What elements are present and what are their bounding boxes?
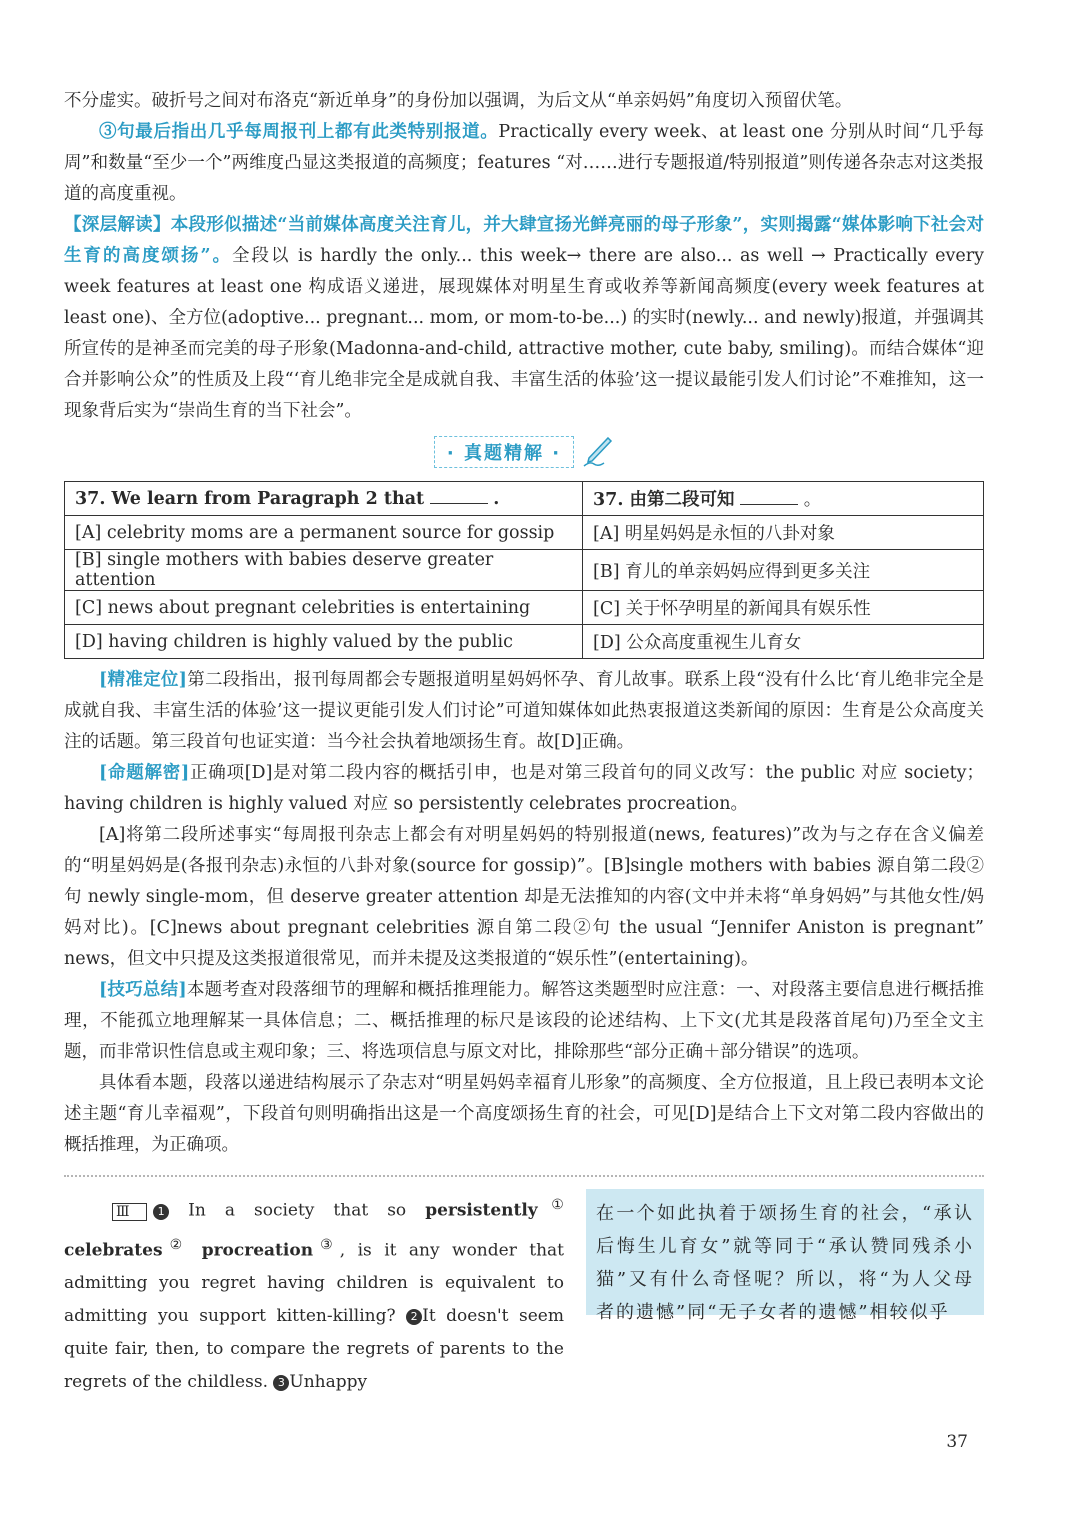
table-row — [65, 482, 984, 516]
option-a-en: [A] celebrity moms are a permanent source for gossip — [65, 516, 583, 550]
divider — [64, 1175, 984, 1177]
table-row — [65, 550, 984, 591]
question-table — [64, 481, 984, 659]
highlight-sentence: ③句最后指出几乎每周报刊上都有此类特别报道。 — [99, 122, 499, 142]
analysis-distractors: [A]将第二段所述事实“每周报刊杂志上都会有对明星妈妈的特别报道(news, features)”改为与之存在含义偏差的“明星妈妈是(各报刊杂志)永恒的八卦对象(source for gossip)”。[B]single mothers with babies 源自第二段②句 newly single-mom，但 deserve greater attention 却是无法推知的内容(文中并未将“单身妈妈”与其他女性/妈妈对比)。[C]news about pregnant celebrities 源自第二段②句 the usual “Jennifer Aniston is pregnant” news，但文中只提及这类报道很常见，而并未提及这类报道的“娱乐性”(entertaining)。 — [64, 825, 984, 969]
option-a-cn: [A] 明星妈妈是永恒的八卦对象 — [583, 516, 984, 550]
page-body — [64, 86, 984, 1399]
paragraph-1: 不分虚实。破折号之间对布洛克“新近单身”的身份加以强调，为后文从“单亲妈妈”角度切入预留伏笔。 — [64, 91, 853, 111]
passage-english — [64, 1189, 564, 1399]
analysis-text: 本题考查对段落细节的理解和概括推理能力。解答这类题型时应注意：一、对段落主要信息进行概括推理，不能孤立地理解某一具体信息；二、概括推理的标尺是该段的论述结构、上下文(尤其是段落首尾句)乃至全文主题，而非常识性信息或主观印象；三、将选项信息与原文对比，排除那些“部分正确＋部分错误”的选项。 — [64, 980, 984, 1062]
sentence-text: It doesn't seem quite fair, then, to compare the regrets of parents to the regrets of the childless. — [64, 1306, 564, 1393]
deep-analysis — [64, 210, 984, 427]
section-title: · 真题精解 · — [434, 436, 574, 468]
paragraph-2-text: Practically every week、at least one 分别从时间“几乎每周”和数量“至少一个”两维度凸显这类报道的高频度；features “对……进行专题报道/特别报道”则传递各杂志对这类报道的高度重视。 — [64, 122, 985, 204]
footnote-mark: ① — [537, 1197, 564, 1213]
keyword: persistently — [425, 1200, 538, 1221]
footnote-mark: ② — [162, 1236, 190, 1253]
sentence-text: In a society that so — [188, 1200, 407, 1221]
passage-section — [64, 1189, 984, 1399]
table-row — [65, 516, 984, 550]
paragraph-marker: Ⅲ — [112, 1203, 147, 1221]
deep-analysis-text: 全段以 is hardly the only... this week→ there are also... as well → Practically every week features at least one 构成语义递进，展现媒体对明星生育或收养等新闻高频度(every week features at least one)、全方位(adoptive... pregnant... mom, or mom-to-be...) 的实时(newly... and newly)报道，并强调其所宣传的是神圣而完美的母子形象(Madonna-and-child, attractive mother, cute baby, smiling)。而结合媒体“迎合并影响公众”的性质及上段“‘育儿绝非完全是成就自我、丰富生活的体验’这一提议最能引发人们讨论”不难推知，这一现象背后实为“崇尚生育的当下社会”。 — [64, 246, 984, 421]
pen-icon — [580, 435, 614, 469]
question-stem-cn: 37. 由第二段可知 。 — [583, 482, 984, 516]
option-c-en: [C] news about pregnant celebrities is entertaining — [65, 591, 583, 625]
analysis-summary: 具体看本题，段落以递进结构展示了杂志对“明星妈妈幸福育儿形象”的高频度、全方位报道，且上段已表明本文论述主题“育儿幸福观”，下段首句则明确指出这是一个高度颂扬生育的社会，可见[D]是结合上下文对第二段内容做出的概括推理，为正确项。 — [64, 1073, 984, 1155]
sentence-text: Unhappy — [289, 1372, 368, 1393]
translation-box: 在一个如此执着于颂扬生育的社会，“承认后悔生儿育女”就等同于“承认赞同残杀小猫”又有什么奇怪呢？所以，将“为人父母者的遗憾”同“无子女者的遗憾”相较似乎 — [586, 1189, 984, 1315]
sentence-number: 2 — [406, 1309, 422, 1325]
option-d-cn: [D] 公众高度重视生儿育女 — [583, 625, 984, 659]
table-row — [65, 591, 984, 625]
keyword: procreation — [201, 1240, 314, 1261]
analysis-text: 第二段指出，报刊每周都会专题报道明星妈妈怀孕、育儿故事。联系上段“没有什么比‘育儿绝非完全是成就自我、丰富生活的体验’这一提议更能引发人们讨论”可道知媒体如此热衷报道这类新闻的原因：生育是公众高度关注的话题。第三段首句也证实道：当今社会执着地颂扬生育。故[D]正确。 — [64, 670, 985, 752]
paragraph-2 — [64, 117, 984, 210]
option-b-en: [B] single mothers with babies deserve greater attention — [65, 550, 583, 591]
sentence-number: 3 — [273, 1375, 289, 1391]
sentence-text: , is it any wonder that admitting you regret having children is equivalent to admitting you support kitten-killing? — [64, 1240, 564, 1327]
analysis-skills — [64, 975, 984, 1068]
footnote-mark: ③ — [313, 1236, 340, 1253]
analysis-text: 正确项[D]是对第二段内容的概括引申，也是对第三段首句的同义改写：the public 对应 society；having children is highly valued 对应 so persistently celebrates procreation。 — [64, 763, 984, 814]
analysis-decode — [64, 758, 984, 820]
analysis-tag: [技巧总结] — [99, 980, 187, 1000]
question-stem-en: 37. We learn from Paragraph 2 that . — [65, 482, 583, 516]
option-b-cn: [B] 育儿的单亲妈妈应得到更多关注 — [583, 550, 984, 591]
section-banner — [64, 435, 984, 469]
option-d-en: [D] having children is highly valued by the public — [65, 625, 583, 659]
analysis-tag: [命题解密] — [99, 763, 190, 783]
option-c-cn: [C] 关于怀孕明星的新闻具有娱乐性 — [583, 591, 984, 625]
sentence-number: 1 — [153, 1204, 169, 1220]
page-number: 37 — [946, 1432, 968, 1452]
table-row — [65, 625, 984, 659]
analysis-locate — [64, 665, 984, 758]
deep-analysis-heading: 【深层解读】本段形似描述“当前媒体高度关注育儿，并大肆宣扬光鲜亮丽的母子形象”，实则揭露“媒体影响下社会对生育的高度颂扬”。 — [64, 215, 984, 266]
analysis-tag: [精准定位] — [99, 670, 187, 690]
keyword: celebrates — [64, 1240, 163, 1261]
